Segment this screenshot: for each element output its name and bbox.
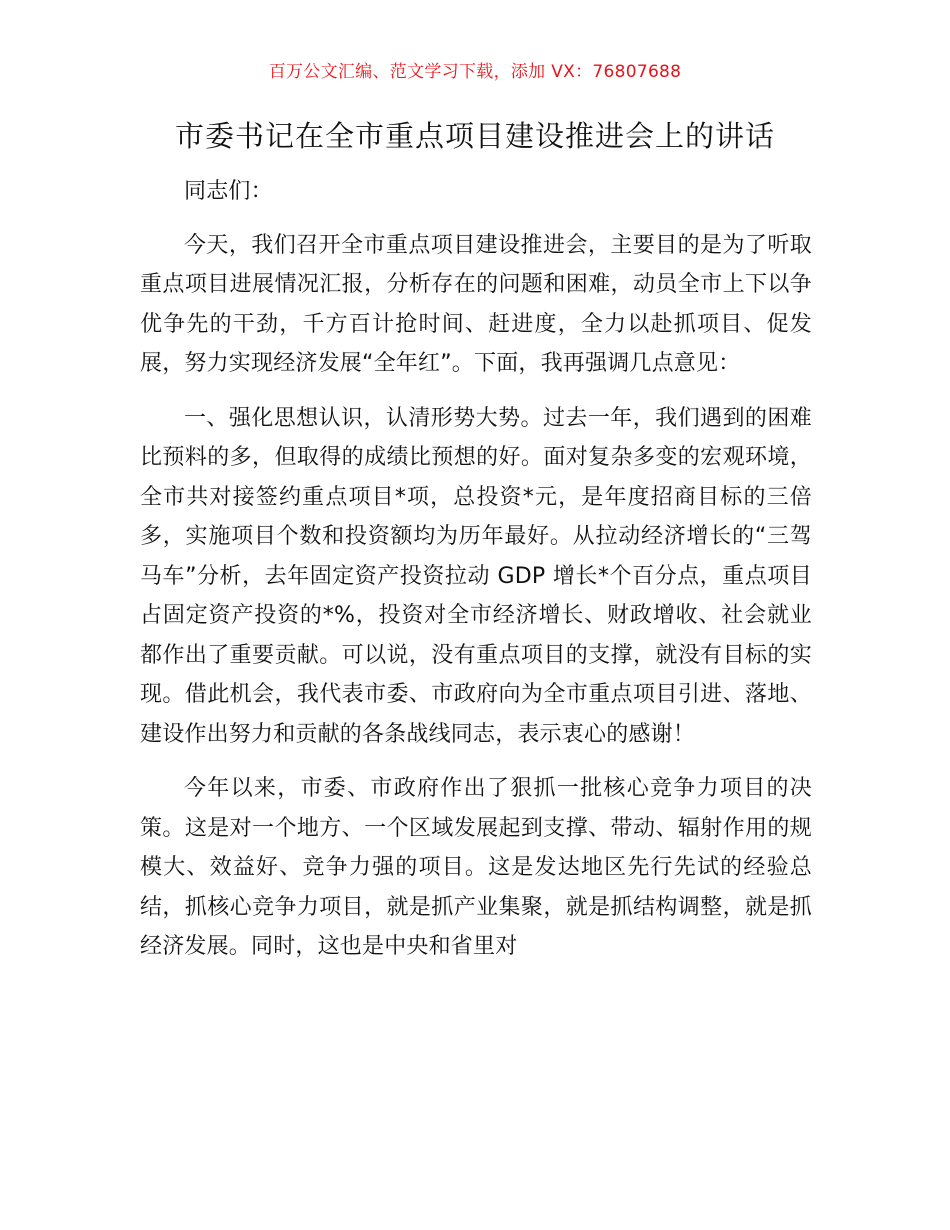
greeting: 同志们： xyxy=(184,179,273,204)
document-body xyxy=(140,172,812,982)
watermark-header: 百万公文汇编、范文学习下载，添加 VX：76807688 xyxy=(268,62,682,82)
document-title: 市委书记在全市重点项目建设推进会上的讲话 xyxy=(174,119,775,153)
paragraph-1: 今天，我们召开全市重点项目建设推进会，主要目的是为了听取重点项目进展情况汇报，分析存在的问题和困难，动员全市上下以争优争先的干劲，千方百计抢时间、赶进度，全力以赴抓项目、促发展，努力实现经济发展“全年红”。下面，我再强调几点意见： xyxy=(140,232,812,376)
paragraph-2: 一、强化思想认识，认清形势大势。过去一年，我们遇到的困难比预料的多，但取得的成绩比预想的好。面对复杂多变的宏观环境，全市共对接签约重点项目*项，总投资*元，是年度招商目标的三倍多，实施项目个数和投资额均为历年最好。从拉动经济增长的“三驾马车”分析，去年固定资产投资拉动 GDP 增长*个百分点，重点项目占固定资产投资的*%，投资对全市经济增长、财政增收、社会就业都作出了重要贡献。可以说，没有重点项目的支撑，就没有目标的实现。借此机会，我代表市委、市政府向为全市重点项目引进、落地、建设作出努力和贡献的各条战线同志，表示衷心的感谢！ xyxy=(140,405,812,747)
paragraph-3: 今年以来，市委、市政府作出了狠抓一批核心竞争力项目的决策。这是对一个地方、一个区域发展起到支撑、带动、辐射作用的规模大、效益好、竞争力强的项目。这是发达地区先行先试的经验总结，抓核心竞争力项目，就是抓产业集聚，就是抓结构调整，就是抓经济发展。同时，这也是中央和省里对 xyxy=(140,776,812,959)
